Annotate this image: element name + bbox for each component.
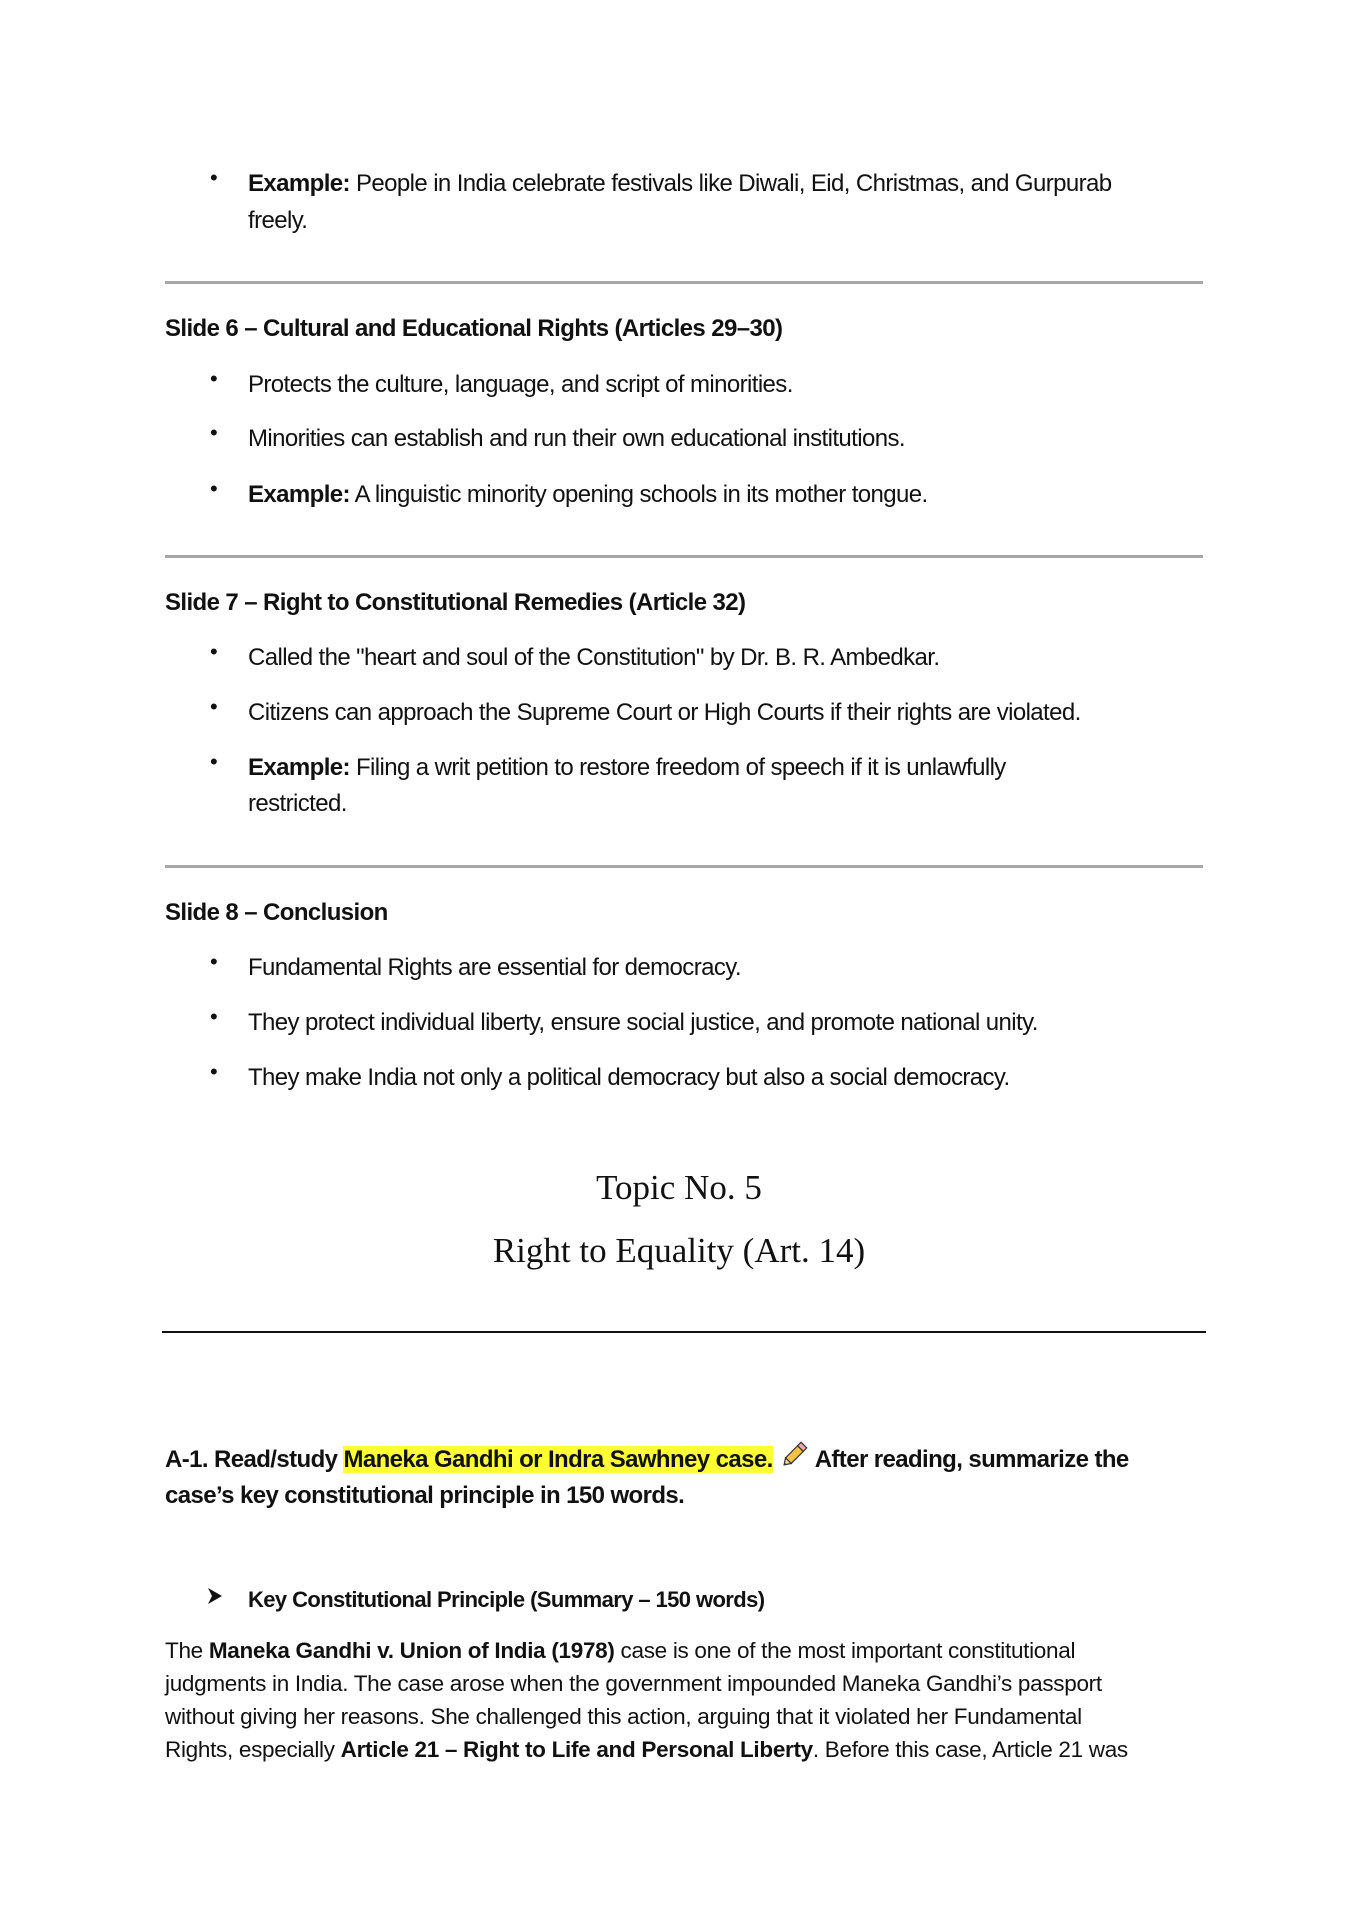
arrow-bullet-icon bbox=[206, 1586, 224, 1611]
example-label: Example: bbox=[248, 170, 350, 197]
example-line-2: freely. bbox=[248, 207, 308, 234]
example-label: Example: bbox=[248, 481, 350, 508]
example-line bbox=[248, 476, 928, 513]
section-divider bbox=[165, 555, 1203, 558]
bullet-dot: • bbox=[210, 366, 218, 391]
summary-heading: Key Constitutional Principle (Summary – 150 words) bbox=[248, 1587, 765, 1612]
activity-suffix: After reading, summarize the bbox=[814, 1445, 1129, 1473]
text-run: case is one of the most important constitutional bbox=[614, 1638, 1076, 1663]
text-run: The bbox=[165, 1638, 209, 1663]
bullet-dot: • bbox=[210, 165, 218, 190]
paragraph-line bbox=[165, 1733, 1128, 1766]
section-divider bbox=[165, 281, 1203, 284]
slide8-heading: Slide 8 – Conclusion bbox=[165, 899, 388, 926]
example-line-2: restricted. bbox=[248, 790, 347, 817]
section-divider bbox=[165, 865, 1203, 868]
example-text: Filing a writ petition to restore freedom of speech if it is unlawfully bbox=[349, 754, 1006, 781]
topic-number: Topic No. 5 bbox=[596, 1168, 762, 1207]
bullet-dot: • bbox=[210, 420, 218, 445]
list-item: They protect individual liberty, ensure social justice, and promote national unity. bbox=[248, 1009, 1038, 1036]
example-text: A linguistic minority opening schools in its mother tongue. bbox=[349, 481, 928, 508]
example-label: Example: bbox=[248, 754, 350, 781]
article-reference: Article 21 – Right to Life and Personal Liberty bbox=[340, 1737, 813, 1762]
text-run: . Before this case, Article 21 was bbox=[812, 1737, 1128, 1762]
bullet-dot: • bbox=[210, 476, 218, 501]
activity-line-1 bbox=[165, 1440, 1129, 1481]
paragraph-line: judgments in India. The case arose when the government impounded Maneka Gandhi’s passport bbox=[165, 1671, 1102, 1696]
paragraph-line bbox=[165, 1634, 1075, 1667]
paragraph-line: without giving her reasons. She challenged this action, arguing that it violated her Fundamental bbox=[165, 1704, 1082, 1729]
list-item: Protects the culture, language, and script of minorities. bbox=[248, 371, 793, 398]
highlighted-case-names: Maneka Gandhi or Indra Sawhney case. bbox=[343, 1445, 773, 1473]
list-item: Called the "heart and soul of the Constitution" by Dr. B. R. Ambedkar. bbox=[248, 644, 940, 671]
list-item: Minorities can establish and run their own educational institutions. bbox=[248, 425, 905, 452]
slide6-heading: Slide 6 – Cultural and Educational Rights (Articles 29–30) bbox=[165, 315, 783, 342]
list-item: They make India not only a political democracy but also a social democracy. bbox=[248, 1064, 1010, 1091]
bullet-dot: • bbox=[210, 1004, 218, 1029]
bullet-dot: • bbox=[210, 1059, 218, 1084]
list-item: Fundamental Rights are essential for democracy. bbox=[248, 954, 741, 981]
slide7-heading: Slide 7 – Right to Constitutional Remedies (Article 32) bbox=[165, 589, 746, 616]
example-line bbox=[248, 749, 1006, 786]
activity-line-2: case’s key constitutional principle in 150 words. bbox=[165, 1482, 685, 1509]
topic-title: Right to Equality (Art. 14) bbox=[492, 1231, 866, 1270]
list-item: Citizens can approach the Supreme Court or High Courts if their rights are violated. bbox=[248, 699, 1081, 726]
pencil-icon bbox=[779, 1440, 809, 1481]
bullet-dot: • bbox=[210, 639, 218, 664]
topic-divider bbox=[162, 1331, 1206, 1333]
case-name: Maneka Gandhi v. Union of India (1978) bbox=[208, 1638, 615, 1663]
bullet-dot: • bbox=[210, 749, 218, 774]
example-line bbox=[248, 165, 1112, 202]
bullet-dot: • bbox=[210, 694, 218, 719]
activity-prefix: A-1. Read/study bbox=[165, 1445, 344, 1473]
bullet-dot: • bbox=[210, 949, 218, 974]
example-text: People in India celebrate festivals like Diwali, Eid, Christmas, and Gurpurab bbox=[349, 170, 1112, 197]
text-run: Rights, especially bbox=[165, 1737, 341, 1762]
